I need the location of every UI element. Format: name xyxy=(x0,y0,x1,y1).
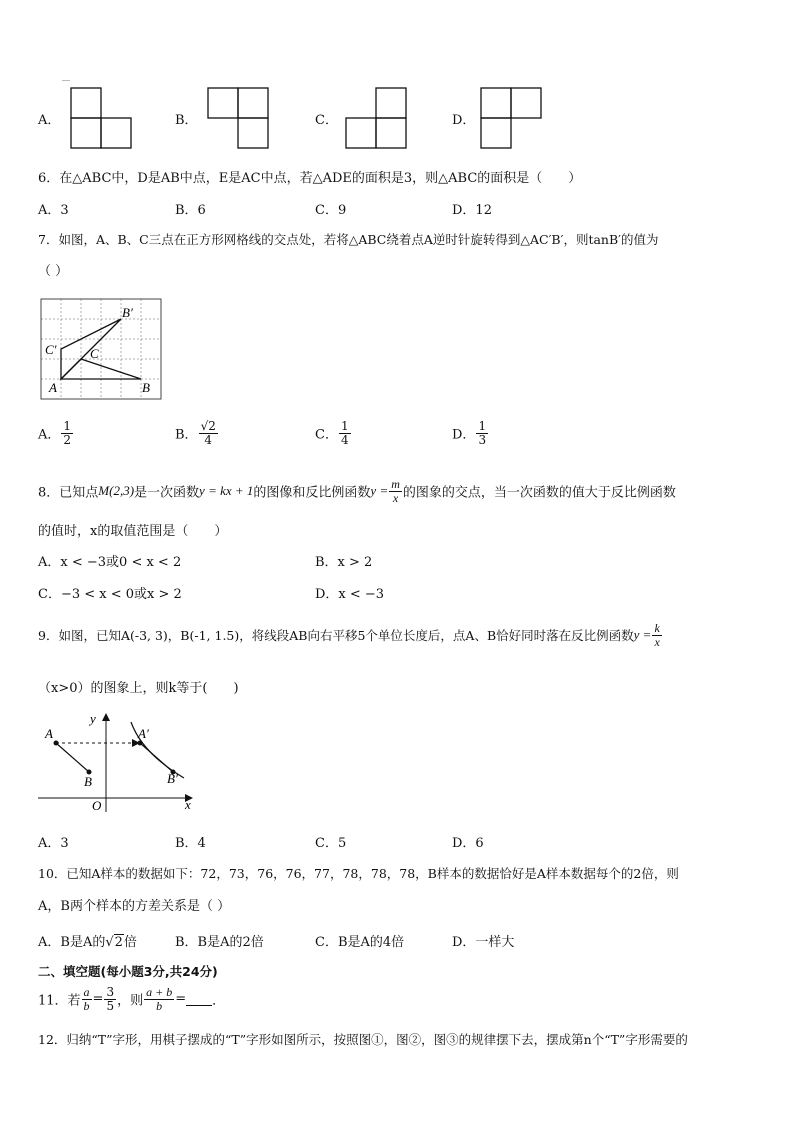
q7-option-d xyxy=(452,420,489,446)
q7-option-a-num: 1 xyxy=(63,419,72,433)
q9-label-o: O xyxy=(92,798,102,813)
q6-option-a: A．3 xyxy=(38,203,69,218)
q7-option-c-den: 4 xyxy=(340,432,349,447)
q7-option-c xyxy=(315,420,352,446)
q10-option-c: C．B是A的4倍 xyxy=(315,935,405,950)
q7-option-a-label: A． xyxy=(38,427,61,443)
q5-option-b-figure xyxy=(207,87,269,149)
q11-prefix: 11．若 xyxy=(38,993,81,1009)
question-9-line-2: （x>0）的图象上，则k等于( ) xyxy=(38,681,239,696)
q8-option-a: A．x < −3或0 < x < 2 xyxy=(38,555,182,570)
q9-frac-den: x xyxy=(654,634,660,649)
q10-option-a-pre: A．B是A的 xyxy=(38,935,106,950)
q8-y-eq: y = xyxy=(370,483,389,499)
question-12-text: 12．归纳“T”字形，用棋子摆成的“T”字形如图所示，按照图①，图②，图③的规律摆下去，摆成第n个“T”字形需要的 xyxy=(38,1032,688,1047)
q11-fraction-2 xyxy=(104,986,116,1012)
q8-option-d: D．x < −3 xyxy=(315,587,385,602)
q9-frac-num: k xyxy=(654,621,660,635)
q10-option-b: B．B是A的2倍 xyxy=(175,935,264,950)
question-8-line-1 xyxy=(38,478,676,504)
section-2-title: 二、填空题(每小题3分,共24分) xyxy=(38,964,218,979)
q7-option-b-label: B． xyxy=(175,427,198,443)
q7-option-c-num: 1 xyxy=(340,419,349,433)
q9-label-a-prime: A′ xyxy=(138,726,149,741)
q7-label-b-prime: B′ xyxy=(122,305,133,320)
q8-mid1: 是一次函数 xyxy=(134,485,200,501)
q7-option-b xyxy=(175,420,219,446)
q7-grid-figure xyxy=(40,298,164,402)
question-7-paren: （ ） xyxy=(38,264,69,279)
q11-suffix: ． xyxy=(212,993,226,1009)
q7-option-d-num: 1 xyxy=(478,419,487,433)
q9-label-y: y xyxy=(90,711,96,726)
q11-f1-num: a xyxy=(83,985,90,999)
q11-fraction-3 xyxy=(144,986,174,1012)
q8-linear-function: y = kx + 1 xyxy=(199,483,254,499)
q7-option-a-fraction xyxy=(61,420,73,446)
q7-option-b-num: √2 xyxy=(200,419,216,433)
q7-option-c-fraction xyxy=(339,420,351,446)
q11-mid: ，则 xyxy=(117,993,144,1009)
q6-option-d: D．12 xyxy=(452,203,492,218)
q5-option-c-label: C． xyxy=(315,113,338,128)
q11-f2-den: 5 xyxy=(106,998,115,1013)
question-11 xyxy=(38,986,225,1012)
top-dash xyxy=(62,80,70,81)
q11-answer-blank[interactable] xyxy=(186,993,212,1006)
q8-suffix: 的图象的交点，当一次函数的值大于反比例函数 xyxy=(402,485,676,501)
q7-option-d-label: D． xyxy=(452,427,476,443)
q9-option-a: A．3 xyxy=(38,836,69,851)
q10-option-a-root: √2 xyxy=(105,935,123,950)
q7-option-b-fraction xyxy=(199,420,218,446)
q9-text: 9．如图，已知A(-3, 3)，B(-1, 1.5)，将线段AB向右平移5个单位长度后，点A、B恰好同时落在反比例函数 xyxy=(38,628,634,644)
q7-label-c: C xyxy=(90,346,99,361)
q11-equals-2: = xyxy=(175,991,187,1007)
q7-label-b: B xyxy=(142,380,150,395)
q10-option-a-post: 倍 xyxy=(123,935,137,950)
q5-option-d-label: D． xyxy=(452,113,476,128)
q7-option-c-label: C． xyxy=(315,427,338,443)
q10-option-a xyxy=(38,931,137,950)
question-8-line-2: 的值时，x的取值范围是（ ） xyxy=(38,524,228,539)
q10-option-d: D．一样大 xyxy=(452,935,515,950)
q5-option-a-figure xyxy=(70,87,132,149)
question-10-line-1: 10．已知A样本的数据如下：72，73，76，76，77，78，78，78，B样本的数据恰好是A样本数据每个的2倍，则 xyxy=(38,866,679,881)
q8-prefix: 8．已知点 xyxy=(38,485,99,501)
q5-option-d-figure xyxy=(480,87,542,149)
q6-option-c: C．9 xyxy=(315,203,347,218)
q9-label-b-prime: B′ xyxy=(167,771,178,786)
q11-f3-num: a + b xyxy=(146,985,173,999)
q9-label-a: A xyxy=(45,726,53,741)
q7-option-b-den: 4 xyxy=(204,432,213,447)
question-9-line-1 xyxy=(38,622,663,648)
q11-f1-den: b xyxy=(83,998,90,1013)
question-7-text: 7．如图，A、B、C三点在正方形网格线的交点处，若将△ABC绕着点A逆时针旋转得到△AC′B′，则tanB′的值为 xyxy=(38,232,659,247)
q8-option-b: B．x > 2 xyxy=(315,555,373,570)
q8-point: M(2,3) xyxy=(98,483,135,499)
q7-option-a-den: 2 xyxy=(63,432,72,447)
q10-option-a-radicand: 2 xyxy=(114,935,123,950)
q9-label-b: B xyxy=(84,774,92,789)
q9-coordinate-figure xyxy=(34,708,204,814)
q11-f2-num: 3 xyxy=(106,985,115,999)
q6-option-b: B．6 xyxy=(175,203,206,218)
q11-fraction-1 xyxy=(82,986,92,1012)
q11-equals: = xyxy=(92,991,104,1007)
q7-option-d-fraction xyxy=(476,420,488,446)
q8-fraction xyxy=(389,478,402,504)
q7-option-d-den: 3 xyxy=(478,432,487,447)
q8-frac-num: m xyxy=(391,477,400,491)
q5-option-c-figure xyxy=(345,87,407,149)
q5-option-b-label: B． xyxy=(175,113,198,128)
q9-y-eq: y = xyxy=(633,627,652,643)
q8-option-c: C．−3 < x < 0或x > 2 xyxy=(38,587,182,602)
q9-option-b: B．4 xyxy=(175,836,206,851)
question-6-text: 6．在△ABC中，D是AB中点，E是AC中点，若△ADE的面积是3，则△ABC的面积是（ ） xyxy=(38,171,582,186)
q11-f3-den: b xyxy=(156,998,163,1013)
q5-option-a-label: A． xyxy=(38,113,61,128)
q9-option-d: D．6 xyxy=(452,836,484,851)
q9-option-c: C．5 xyxy=(315,836,347,851)
q9-label-x: x xyxy=(185,797,191,812)
q7-label-c-prime: C′ xyxy=(45,342,57,357)
q8-mid2: 的图像和反比例函数 xyxy=(253,485,371,501)
q9-fraction xyxy=(652,622,661,648)
q8-frac-den: x xyxy=(392,490,399,505)
question-10-line-2: A，B两个样本的方差关系是（ ） xyxy=(38,899,231,914)
q7-label-a: A xyxy=(49,380,57,395)
q7-option-a xyxy=(38,420,74,446)
